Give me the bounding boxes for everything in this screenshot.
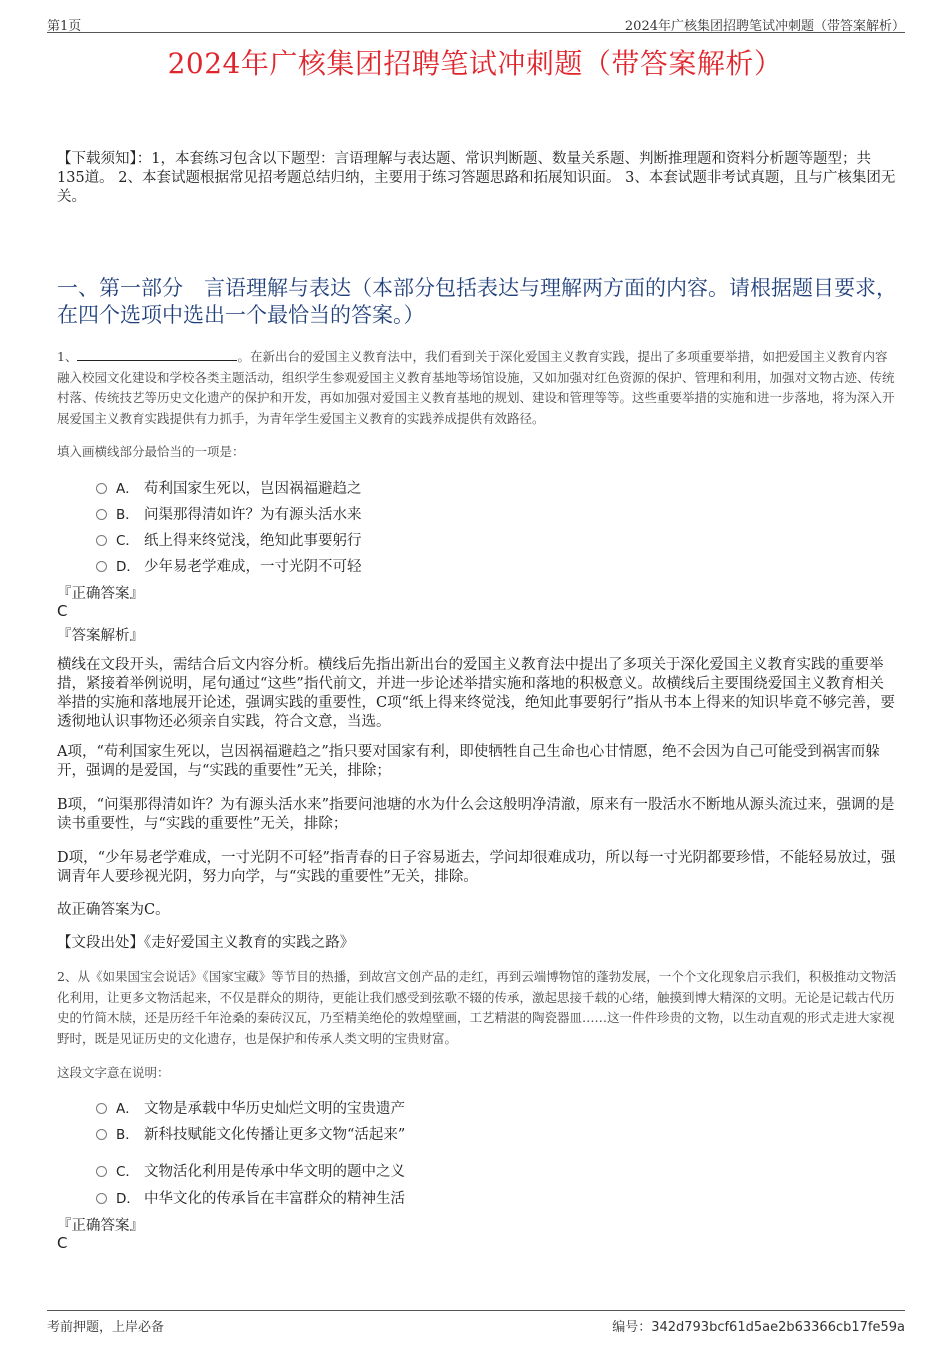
analysis-label: 『答案解析』: [57, 628, 144, 644]
correct-answer: C: [57, 602, 68, 620]
radio-icon[interactable]: [96, 1103, 107, 1114]
question-number: 1、: [57, 349, 78, 364]
correct-answer-label: 『正确答案』: [57, 1218, 144, 1234]
question-1-option-a[interactable]: A． 苟利国家生死以，岂因祸福避趋之: [96, 477, 362, 497]
question-number: 2、: [57, 969, 78, 984]
section-title: 一、第一部分 言语理解与表达（本部分包括表达与理解两方面的内容。请根据题目要求，在四个选项中选出一个最恰当的答案。）: [57, 276, 897, 327]
question-2-prompt: 这段文字意在说明：: [57, 1065, 170, 1080]
page-footer: [47, 1310, 905, 1335]
radio-icon[interactable]: [96, 483, 107, 494]
question-1-option-c[interactable]: C． 纸上得来终觉浅，绝知此事要躬行: [96, 529, 362, 549]
analysis-paragraph: A项，“苟利国家生死以，岂因祸福避趋之”指只要对国家有利，即使牺牲自己生命也心甘情愿，绝不会因为自己可能受到祸害而躲开，强调的是爱国，与“实践的重要性”无关，排除；: [57, 744, 880, 779]
question-2-stem: [57, 967, 899, 1049]
question-1-option-b[interactable]: B． 问渠那得清如许？为有源头活水来: [96, 503, 362, 523]
radio-icon[interactable]: [96, 1193, 107, 1204]
analysis-conclusion: 故正确答案为C。: [57, 902, 170, 918]
page-number: 第1页: [47, 19, 82, 34]
page-header: [47, 12, 905, 33]
question-text: 。在新出台的爱国主义教育法中，我们看到关于深化爱国主义教育实践，提出了多项重要举措，如把爱国主义教育内容融入校园文化建设和学校各类主题活动，组织学生参观爱国主义教育基地等场馆设施，又如加强对红色资源的保护、管理和利用，加强对文物古迹、传统村落、传统技艺等历史文化遗产的保护和开发，再如加强对爱国主义教育基地的规划、建设和管理等等。这些重要举措的实施和进一步落地，将为深入开展爱国主义教育实践提供有力抓手，为青年学生爱国主义教育的实践养成提供有效路径。: [57, 349, 895, 426]
question-2-option-a[interactable]: A． 文物是承载中华历史灿烂文明的宝贵遗产: [96, 1097, 405, 1117]
footer-code: 编号：342d793bcf61d5ae2b63366cb17fe59a: [612, 1320, 905, 1335]
question-text: 从《如果国宝会说话》《国家宝藏》等节目的热播，到故宫文创产品的走红，再到云端博物馆的蓬勃发展，一个个文化现象启示我们，积极推动文物活化利用，让更多文物活起来，不仅是群众的期待，更能让我们感受到弦歌不辍的传承，激起思接千载的心绪，触摸到博大精深的文明。无论是记载古代历史的竹简木牍，还是历经千年沧桑的秦砖汉瓦，乃至精美绝伦的敦煌壁画，工艺精湛的陶瓷器皿……这一件件珍贵的文物，以生动直观的形式走进大家视野时，既是见证历史的文化遗存，也是保护和传承人类文明的宝贵财富。: [57, 969, 897, 1046]
radio-icon[interactable]: [96, 535, 107, 546]
correct-answer-label: 『正确答案』: [57, 586, 144, 602]
question-2-option-b[interactable]: B． 新科技赋能文化传播让更多文物“活起来”: [96, 1123, 405, 1143]
question-1-option-d[interactable]: D． 少年易老学难成，一寸光阴不可轻: [96, 555, 362, 575]
source-citation: 【文段出处】《走好爱国主义教育的实践之路》: [57, 935, 355, 951]
radio-icon[interactable]: [96, 561, 107, 572]
question-2-option-c[interactable]: C． 文物活化利用是传承中华文明的题中之义: [96, 1160, 405, 1180]
header-doc-title: 2024年广核集团招聘笔试冲刺题（带答案解析）: [624, 19, 905, 34]
footer-slogan: 考前押题，上岸必备: [47, 1320, 165, 1335]
document-title: 2024年广核集团招聘笔试冲刺题（带答案解析）: [167, 47, 783, 80]
download-notice: 【下载须知】：1，本套练习包含以下题型：言语理解与表达题、常识判断题、数量关系题、判断推理题和资料分析题等题型；共135道。 2、本套试题根据常见招考题总结归纳，主要用于练习答题思路和拓展知识面。 3、本套试题非考试真题，且与广核集团无关。: [57, 151, 896, 205]
question-1-stem: [57, 347, 899, 429]
analysis-paragraph: 横线在文段开头，需结合后文内容分析。横线后先指出新出台的爱国主义教育法中提出了多项关于深化爱国主义教育实践的重要举措，紧接着举例说明，尾句通过“这些”指代前文，并进一步论述举措实施和落地的积极意义。故横线后主要围绕爱国主义教育相关举措的实施和落地展开论述，强调实践的重要性，C项“纸上得来终觉浅，绝知此事要躬行”指从书本上得来的知识毕竟不够完善，要透彻地认识事物还必须亲自实践，符合文意，当选。: [57, 657, 895, 730]
analysis-paragraph: D项，“少年易老学难成，一寸光阴不可轻”指青春的日子容易逝去，学问却很难成功，所以每一寸光阴都要珍惜，不能轻易放过，强调青年人要珍视光阴，努力向学，与“实践的重要性”无关，排除。: [57, 850, 896, 885]
radio-icon[interactable]: [96, 1166, 107, 1177]
fill-blank: [77, 347, 237, 361]
radio-icon[interactable]: [96, 1129, 107, 1140]
analysis-paragraph: B项，“问渠那得清如许？为有源头活水来”指要问池塘的水为什么会这般明净清澈，原来有一股活水不断地从源头流过来，强调的是读书重要性，与“实践的重要性”无关，排除；: [57, 797, 895, 832]
correct-answer: C: [57, 1234, 68, 1252]
question-2-option-d[interactable]: D． 中华文化的传承旨在丰富群众的精神生活: [96, 1187, 405, 1207]
question-1-prompt: 填入画横线部分最恰当的一项是：: [57, 444, 245, 459]
radio-icon[interactable]: [96, 509, 107, 520]
